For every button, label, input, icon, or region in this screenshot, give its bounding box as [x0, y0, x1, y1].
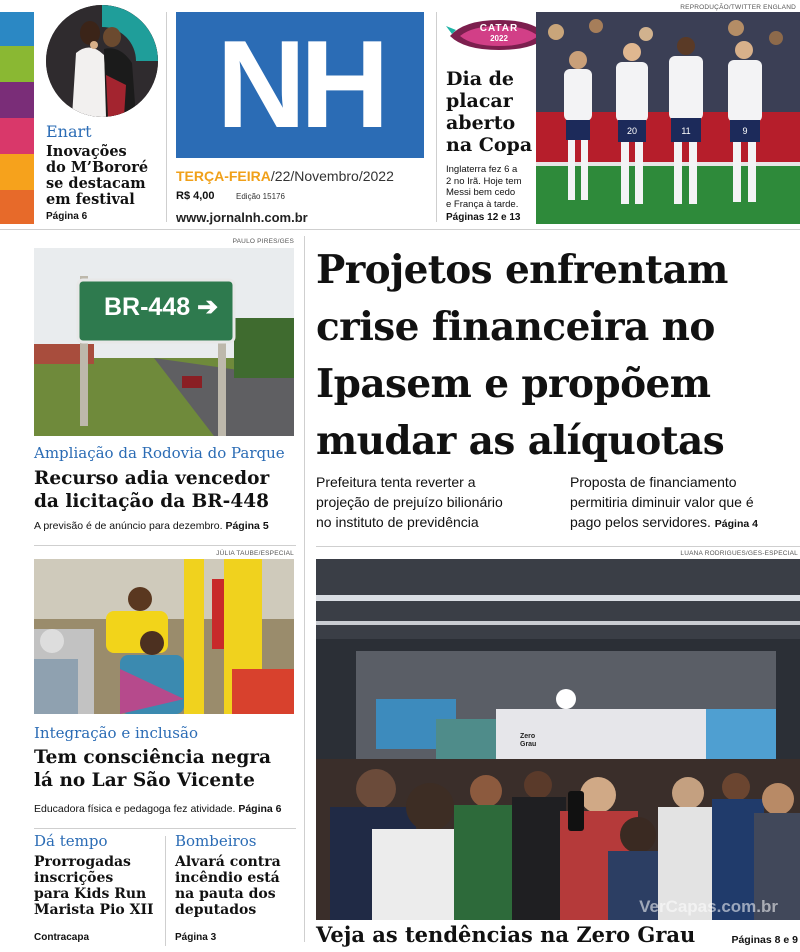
- site-url[interactable]: www.jornalnh.com.br: [176, 210, 308, 225]
- stripe-5: [0, 154, 34, 190]
- br448-photo[interactable]: [34, 248, 294, 436]
- kids-section: [34, 832, 162, 950]
- lar-kicker: Integração e inclusão: [34, 724, 198, 742]
- edition: Edição 15176: [236, 192, 285, 201]
- zerograu-photo[interactable]: [316, 559, 800, 920]
- lar-section: [34, 548, 296, 824]
- qatar-text: CATAR 2022: [479, 23, 519, 43]
- divider: [34, 545, 296, 546]
- bombeiros-page: Página 3: [175, 932, 217, 943]
- divider: [436, 12, 437, 222]
- bombeiros-section: [175, 832, 297, 950]
- date: /22/Novembro/2022: [270, 168, 394, 184]
- lar-photo[interactable]: [34, 559, 294, 714]
- bombeiros-headline[interactable]: Alvará contra incêndio está na pauta dos deputados: [175, 854, 281, 918]
- stripe-2: [0, 46, 34, 82]
- divider: [304, 236, 305, 942]
- divider: [34, 828, 296, 829]
- england-photo[interactable]: [536, 12, 800, 224]
- bombeiros-kicker: Bombeiros: [175, 832, 257, 850]
- kids-page: Contracapa: [34, 932, 90, 943]
- divider: [316, 546, 800, 547]
- stripe-4: [0, 118, 34, 154]
- cup-headline[interactable]: Dia de placar aberto na Copa: [446, 68, 533, 156]
- cup-text: Inglaterra fez 6 a 2 no Irã. Hoje tem Messi bem cedo e França à tarde.: [446, 164, 522, 210]
- logo-text: NH: [216, 16, 384, 154]
- kids-headline[interactable]: Prorrogadas inscrições para Kids Run Marista Pio XII: [34, 854, 154, 918]
- lead-subhead-2: Proposta de financiamento permitiria diminuir valor que é pago pelos servidores. Página 4: [570, 474, 758, 530]
- stripe-3: [0, 82, 34, 118]
- zerograu-section: [316, 548, 800, 952]
- stripe-6: [0, 190, 34, 224]
- svg-text:9: 9: [742, 126, 748, 136]
- divider: [166, 12, 167, 222]
- kids-kicker: Dá tempo: [34, 832, 108, 850]
- cup-section: [440, 0, 800, 230]
- zerograu-credit: LUANA RODRIGUES/GES-ESPECIAL: [680, 550, 798, 557]
- stripe-1: [0, 12, 34, 46]
- enart-kicker: Enart: [46, 122, 92, 141]
- arrow-right-icon: ➔: [190, 293, 219, 321]
- br448-headline[interactable]: Recurso adia vencedor da licitação da BR-448: [34, 468, 270, 512]
- lar-headline[interactable]: Tem consciência negra lá no Lar São Vicente: [34, 747, 272, 791]
- zerograu-pages: Páginas 8 e 9: [731, 934, 798, 946]
- cup-pages: Páginas 12 e 13: [446, 212, 521, 223]
- enart-page: Página 6: [46, 211, 88, 222]
- zerograu-sign: Zero Grau: [520, 733, 537, 748]
- lead-headline: Projetos enfrentam crise financeira no Ipasem e propõem mudar as alíquotas: [316, 247, 728, 464]
- svg-text:20: 20: [626, 126, 638, 136]
- enart-photo[interactable]: [46, 5, 158, 117]
- watermark: VerCapas.com.br: [639, 897, 778, 916]
- lead-story[interactable]: [316, 242, 800, 542]
- issue-date: [176, 168, 394, 184]
- br448-section: [34, 232, 296, 544]
- cup-credit: REPRODUÇÃO/TWITTER ENGLAND: [680, 4, 796, 11]
- nh-logo[interactable]: [176, 12, 424, 158]
- svg-text:11: 11: [681, 126, 691, 136]
- lar-summary: Educadora física e pedagoga fez atividade. Página 6: [34, 803, 282, 815]
- br448-credit: PAULO PIRES/GES: [232, 238, 294, 245]
- price: R$ 4,00: [176, 190, 215, 202]
- enart-section: [36, 0, 164, 228]
- lead-subhead-1: Prefeitura tenta reverter a projeção de prejuízo bilionário no instituto de previdência: [316, 474, 503, 530]
- zerograu-headline[interactable]: Veja as tendências na Zero Grau: [316, 922, 696, 947]
- lar-credit: JÚLIA TAUBE/ESPECIAL: [216, 550, 294, 557]
- br448-summary: A previsão é de anúncio para dezembro. Página 5: [34, 520, 269, 532]
- br448-sign-text: BR-448 ➔: [104, 293, 219, 321]
- divider: [165, 836, 166, 946]
- enart-headline[interactable]: Inovações do M’Bororé se destacam em festival: [46, 143, 149, 208]
- lead-page: Página 4: [714, 518, 758, 530]
- br448-kicker: Ampliação da Rodovia do Parque: [34, 444, 285, 462]
- weekday: TERÇA-FEIRA: [176, 168, 271, 184]
- masthead: [174, 0, 434, 230]
- divider: [0, 229, 800, 230]
